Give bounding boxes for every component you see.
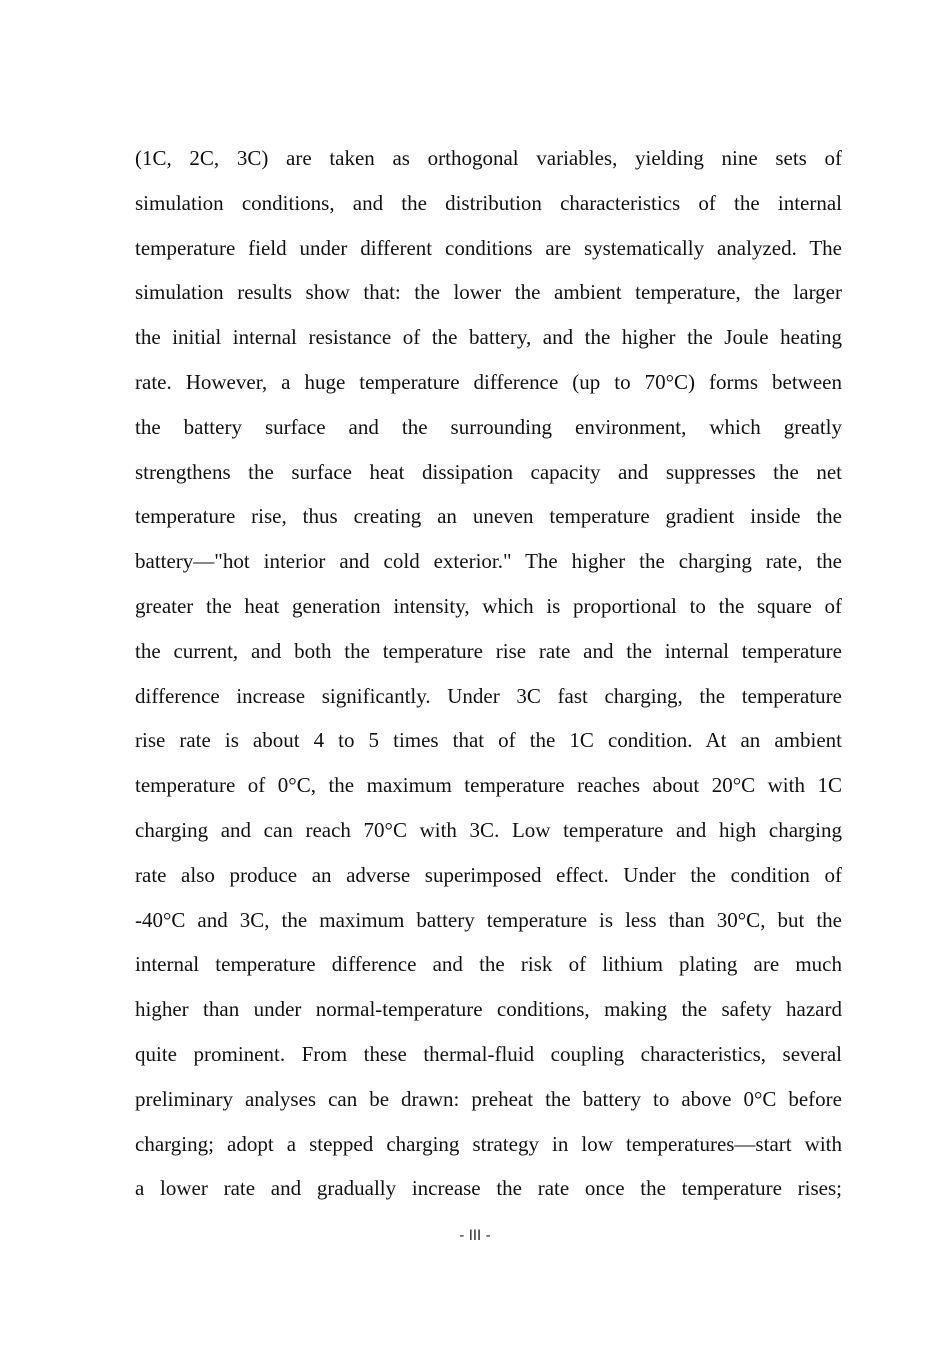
text-line: rate. However, a huge temperature difference (up to 70°C) forms between — [135, 369, 842, 394]
text-line: internal temperature difference and the risk of lithium plating are much — [135, 952, 842, 977]
text-line: a lower rate and gradually increase the rate once the temperature rises; — [135, 1176, 842, 1201]
text-line: quite prominent. From these thermal-fluid coupling characteristics, several — [135, 1041, 842, 1066]
text-line: temperature field under different conditions are systematically analyzed. The — [135, 235, 842, 260]
text-line: temperature rise, thus creating an uneven temperature gradient inside the — [135, 504, 842, 529]
text-line: rise rate is about 4 to 5 times that of the 1C condition. At an ambient — [135, 728, 842, 753]
text-line: charging and can reach 70°C with 3C. Low temperature and high charging — [135, 817, 842, 842]
text-line: greater the heat generation intensity, which is proportional to the square of — [135, 593, 842, 618]
text-line: rate also produce an adverse superimposed effect. Under the condition of — [135, 862, 842, 887]
text-line: preliminary analyses can be drawn: preheat the battery to above 0°C before — [135, 1086, 842, 1111]
body-paragraph — [135, 136, 842, 1211]
text-line: difference increase significantly. Under 3C fast charging, the temperature — [135, 683, 842, 708]
text-line: the battery surface and the surrounding environment, which greatly — [135, 414, 842, 439]
text-line: the current, and both the temperature rise rate and the internal temperature — [135, 638, 842, 663]
page-number: - III - — [459, 1228, 491, 1244]
text-line: -40°C and 3C, the maximum battery temperature is less than 30°C, but the — [135, 907, 842, 932]
text-line: temperature of 0°C, the maximum temperature reaches about 20°C with 1C — [135, 773, 842, 798]
text-line: simulation results show that: the lower the ambient temperature, the larger — [135, 280, 842, 305]
text-line: (1C, 2C, 3C) are taken as orthogonal variables, yielding nine sets of — [135, 146, 842, 170]
text-line: charging; adopt a stepped charging strategy in low temperatures—start with — [135, 1131, 842, 1156]
text-line: simulation conditions, and the distribution characteristics of the internal — [135, 190, 842, 215]
text-line: battery—"hot interior and cold exterior." The higher the charging rate, the — [135, 549, 842, 574]
text-line: the initial internal resistance of the battery, and the higher the Joule heating — [135, 325, 842, 350]
text-line: strengthens the surface heat dissipation capacity and suppresses the net — [135, 459, 842, 484]
text-line: higher than under normal-temperature conditions, making the safety hazard — [135, 997, 842, 1022]
